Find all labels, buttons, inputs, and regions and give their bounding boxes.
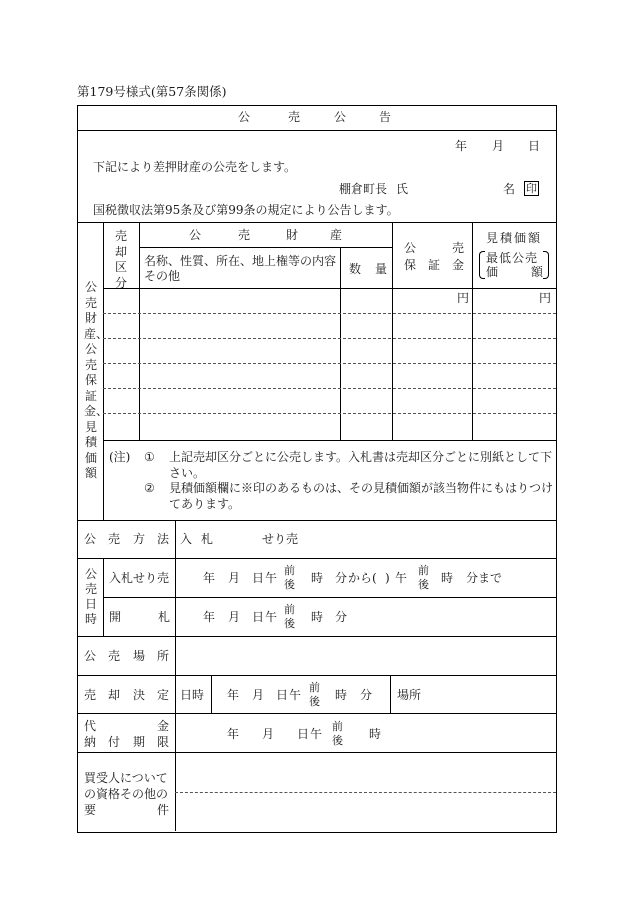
dt-char: 午	[289, 688, 302, 702]
label-char: 代	[84, 719, 97, 733]
deposit-char: 証	[428, 258, 441, 272]
label-char: 限	[157, 735, 170, 749]
label-char: 要	[84, 803, 97, 817]
label-char: 法	[157, 532, 170, 546]
method-option-bid: 入札	[180, 532, 223, 546]
label-char: 金	[157, 719, 170, 733]
official-title: 棚倉町長	[339, 182, 388, 196]
row-divider	[103, 597, 556, 598]
bracket-right	[543, 251, 549, 279]
method-option-auction: せり売	[262, 532, 299, 546]
header-char: 公	[189, 228, 202, 242]
label-char: 定	[157, 688, 170, 702]
min-price-char: 額	[531, 265, 544, 279]
row-divider	[77, 713, 556, 714]
col-name: 名称、性質、所在、地上権等の内容その他	[144, 254, 337, 283]
cell-divider	[211, 675, 212, 713]
deposit-char: 金	[452, 258, 465, 272]
dt-char: 分	[335, 571, 348, 585]
dt-char: 日	[297, 727, 310, 741]
row-divider	[103, 338, 556, 339]
dt-char: 午	[265, 610, 278, 624]
schedule-side-label: 公売日時	[84, 567, 97, 626]
dt-char: 後	[309, 695, 320, 708]
label-char: 期	[133, 735, 146, 749]
note1-line1: 上記売却区分ごとに公売します。入札書は売却区分ごとに別紙として下	[169, 450, 553, 464]
label-char: 開	[109, 610, 122, 624]
label-char: 却	[108, 688, 121, 702]
dt-char: 分	[360, 688, 373, 702]
note2-num: ②	[144, 481, 155, 495]
row-divider	[103, 388, 556, 389]
side-divider	[103, 222, 104, 520]
dt-char: 午	[265, 571, 278, 585]
dt-char: 前	[332, 720, 343, 733]
label-char: 札	[158, 610, 171, 624]
col-divider	[392, 222, 393, 440]
row-divider	[77, 558, 556, 559]
dt-char: 日	[252, 571, 265, 585]
decision-place-label: 場所	[397, 688, 422, 702]
dt-char: 前	[418, 564, 429, 577]
dt-char: から(	[348, 571, 377, 585]
notice-line: 国税徴収法第95条及び第99条の規定により公告します。	[93, 203, 399, 217]
row-divider	[77, 752, 556, 753]
table-bottom	[103, 440, 556, 441]
row-divider	[103, 313, 556, 314]
dt-char: 分	[335, 610, 348, 624]
title-char: 公	[238, 110, 251, 124]
label-char: 公	[84, 532, 97, 546]
note1-num: ①	[144, 450, 155, 464]
date-month: 月	[492, 139, 505, 153]
label-char: 所	[157, 649, 170, 663]
dt-char: 後	[284, 578, 295, 591]
dt-char: 後	[284, 617, 295, 630]
yen-estimate: 円	[539, 291, 552, 305]
label-char: 方	[133, 532, 146, 546]
label-char: 公	[84, 649, 97, 663]
row-divider	[77, 636, 556, 637]
qty-char: 数	[349, 262, 362, 276]
qualification-line1: 買受人について	[84, 771, 168, 785]
label-char: 納	[84, 735, 97, 749]
property-top-divider	[77, 222, 556, 223]
label-char: 売	[108, 649, 121, 663]
dt-char: 前	[309, 681, 320, 694]
title-divider	[77, 130, 556, 131]
seal-box: 印	[526, 182, 537, 195]
decision-datetime-label: 日時	[180, 688, 205, 702]
label-char: 売	[108, 532, 121, 546]
property-side-label: 公売財産、公売保証金、見積価額	[84, 280, 109, 480]
title-char: 告	[379, 110, 392, 124]
col-divider	[139, 222, 140, 440]
cell-divider	[390, 675, 391, 713]
deposit-char: 売	[452, 241, 465, 255]
header-bottom	[103, 288, 556, 289]
dt-char: 時	[335, 688, 348, 702]
dt-char: 時	[369, 727, 382, 741]
dt-char: 月	[262, 727, 275, 741]
title-char: 公	[334, 110, 347, 124]
date-year: 年	[455, 139, 468, 153]
label-char: 場	[133, 649, 146, 663]
note1-line2: さい。	[169, 466, 206, 480]
header-char: 財	[286, 228, 299, 242]
header-char: 産	[330, 228, 343, 242]
yen-deposit: 円	[457, 291, 470, 305]
dt-char: 年	[203, 571, 216, 585]
label-char: 売	[84, 688, 97, 702]
col-kubun: 売却区分	[114, 229, 127, 290]
title-char: 売	[288, 110, 301, 124]
dt-char: 前	[284, 603, 295, 616]
row-divider	[77, 675, 556, 676]
dt-char: 日	[276, 688, 289, 702]
col-divider	[472, 222, 473, 440]
min-price-top: 最低公売	[486, 251, 539, 265]
label-char: 件	[157, 803, 170, 817]
dt-char: )	[385, 571, 390, 585]
min-price-char: 価	[486, 265, 499, 279]
dt-char: 月	[252, 688, 265, 702]
label-char: 決	[133, 688, 146, 702]
intro-line: 下記により差押財産の公売をします。	[93, 160, 297, 174]
dt-char: 月	[228, 571, 241, 585]
header-split	[139, 247, 392, 248]
note2-line2: てあります。	[169, 497, 241, 511]
official-mei: 名	[503, 182, 516, 196]
dt-char: 午	[395, 571, 408, 585]
dt-char: 時	[311, 610, 324, 624]
qualification-line2: の資格その他の	[84, 787, 169, 801]
header-char: 売	[238, 228, 251, 242]
dt-char: 年	[227, 688, 240, 702]
deposit-char: 保	[404, 258, 417, 272]
date-day: 日	[528, 139, 541, 153]
label-char: 付	[108, 735, 121, 749]
col-divider	[340, 247, 341, 440]
bracket-left	[479, 251, 485, 279]
row-divider	[103, 363, 556, 364]
dt-char: 時	[311, 571, 324, 585]
dt-char: 日	[252, 610, 265, 624]
dt-char: まで	[478, 571, 503, 585]
dt-char: 時	[441, 571, 454, 585]
row-divider	[103, 413, 556, 414]
dt-char: 午	[310, 727, 323, 741]
dt-char: 後	[418, 578, 429, 591]
dt-char: 後	[332, 734, 343, 747]
dt-char: 年	[227, 727, 240, 741]
schedule-row1-label: 入札せり売	[109, 571, 170, 585]
notes-label: (注)	[109, 450, 131, 464]
dt-char: 前	[284, 564, 295, 577]
dt-char: 分	[466, 571, 479, 585]
qty-char: 量	[375, 262, 388, 276]
form-number: 第179号様式(第57条関係)	[77, 84, 227, 99]
dt-char: 月	[228, 610, 241, 624]
row-divider	[175, 792, 556, 793]
col-estimate: 見積価額	[486, 231, 543, 245]
note2-line1: 見積価額欄に※印のあるものは、その見積価額が該当物件にもはりつけ	[169, 481, 554, 495]
dt-char: 年	[203, 610, 216, 624]
deposit-char: 公	[404, 241, 417, 255]
row-divider	[77, 520, 556, 521]
official-shi: 氏	[396, 182, 409, 196]
